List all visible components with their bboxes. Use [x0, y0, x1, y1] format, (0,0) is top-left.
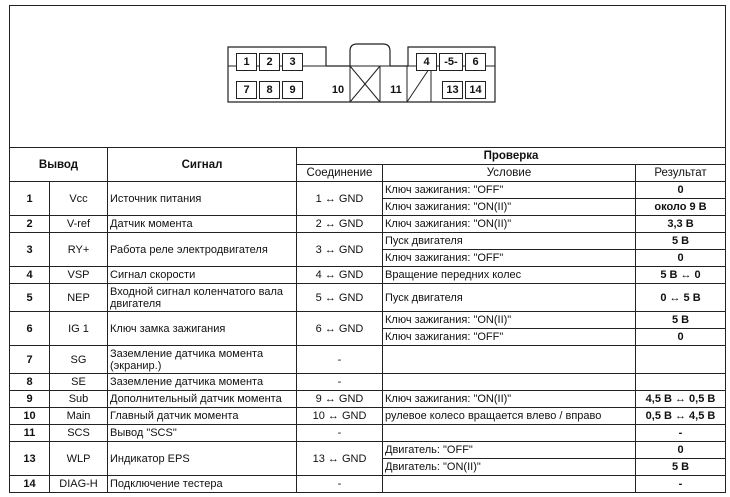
pin-cell: 13: [442, 81, 463, 99]
pin-name: Sub: [50, 391, 108, 408]
pin-name: SG: [50, 346, 108, 374]
pin-connection: 5 ↔ GND: [297, 284, 383, 312]
header-check: Проверка: [297, 148, 726, 165]
pin-connection: -: [297, 374, 383, 391]
table-row: [10, 425, 726, 442]
check-result: 0 ↔ 5 В: [636, 284, 726, 312]
pinout-table-body: [10, 182, 726, 493]
check-result: 0: [636, 442, 726, 459]
pin-connection: 13 ↔ GND: [297, 442, 383, 476]
check-condition: рулевое колесо вращается влево / вправо: [383, 408, 636, 425]
connector-diagram: [9, 5, 726, 148]
header-result: Результат: [636, 165, 726, 182]
check-result: -: [636, 476, 726, 493]
check-condition: Вращение передних колес: [383, 267, 636, 284]
pinout-table: [9, 147, 726, 493]
pin-name: SCS: [50, 425, 108, 442]
pin-name: RY+: [50, 233, 108, 267]
pin-cell: 4: [416, 53, 437, 71]
check-result: 0: [636, 250, 726, 267]
pin-signal: Индикатор EPS: [108, 442, 297, 476]
pin-signal: Работа реле электродвигателя: [108, 233, 297, 267]
pin-number: 11: [10, 425, 50, 442]
check-condition: Ключ зажигания: "ON(II)": [383, 199, 636, 216]
check-result: 0: [636, 182, 726, 199]
pin-number: 4: [10, 267, 50, 284]
pin-cell: 7: [236, 81, 257, 99]
table-row: [10, 267, 726, 284]
pin-name: Vcc: [50, 182, 108, 216]
check-result: около 9 В: [636, 199, 726, 216]
pin-number: 6: [10, 312, 50, 346]
check-condition: Пуск двигателя: [383, 233, 636, 250]
pin-label: 10: [331, 84, 345, 96]
pin-connection: -: [297, 476, 383, 493]
pin-connection: 1 ↔ GND: [297, 182, 383, 216]
header-condition: Условие: [383, 165, 636, 182]
check-condition: Двигатель: "OFF": [383, 442, 636, 459]
check-condition: Двигатель: "ON(II)": [383, 459, 636, 476]
pin-signal: Ключ замка зажигания: [108, 312, 297, 346]
pin-label: 11: [390, 84, 402, 96]
pin-signal: Сигнал скорости: [108, 267, 297, 284]
connector-outline: [10, 6, 725, 148]
pin-cell: 8: [259, 81, 280, 99]
pin-signal: Датчик момента: [108, 216, 297, 233]
pin-signal: Источник питания: [108, 182, 297, 216]
check-result: 0: [636, 329, 726, 346]
pin-signal: Входной сигнал коленчатого вала двигателя: [108, 284, 297, 312]
pin-signal: Заземление датчика момента: [108, 374, 297, 391]
pin-number: 7: [10, 346, 50, 374]
header-signal: Сигнал: [108, 148, 297, 182]
check-result: 4,5 В ↔ 0,5 В: [636, 391, 726, 408]
pin-number: 13: [10, 442, 50, 476]
check-condition: Ключ зажигания: "OFF": [383, 329, 636, 346]
header-connection: Соединение: [297, 165, 383, 182]
table-row: [10, 442, 726, 459]
check-result: [636, 346, 726, 374]
header-pin: Вывод: [10, 148, 108, 182]
pin-name: SE: [50, 374, 108, 391]
pin-number: 14: [10, 476, 50, 493]
pin-connection: 4 ↔ GND: [297, 267, 383, 284]
pin-connection: -: [297, 346, 383, 374]
check-condition: Ключ зажигания: "ON(II)": [383, 391, 636, 408]
pin-connection: 3 ↔ GND: [297, 233, 383, 267]
check-result: 5 В: [636, 459, 726, 476]
pin-signal: Заземление датчика момента (экранир.): [108, 346, 297, 374]
pin-connection: 9 ↔ GND: [297, 391, 383, 408]
table-row: [10, 182, 726, 199]
check-result: 5 В ↔ 0: [636, 267, 726, 284]
check-result: 3,3 В: [636, 216, 726, 233]
check-result: -: [636, 425, 726, 442]
pin-name: WLP: [50, 442, 108, 476]
check-condition: Ключ зажигания: "ON(II)": [383, 216, 636, 233]
check-condition: Ключ зажигания: "OFF": [383, 250, 636, 267]
pin-signal: Вывод "SCS": [108, 425, 297, 442]
pin-cell: 1: [236, 53, 257, 71]
pin-cell: -5-: [439, 53, 463, 71]
check-result: [636, 374, 726, 391]
table-row: [10, 391, 726, 408]
table-row: [10, 284, 726, 312]
check-result: 5 В: [636, 233, 726, 250]
check-condition: Ключ зажигания: "OFF": [383, 182, 636, 199]
pin-number: 1: [10, 182, 50, 216]
table-row: [10, 476, 726, 493]
check-condition: Пуск двигателя: [383, 284, 636, 312]
table-row: [10, 408, 726, 425]
pin-number: 10: [10, 408, 50, 425]
table-row: [10, 216, 726, 233]
pin-signal: Главный датчик момента: [108, 408, 297, 425]
check-result: 0,5 В ↔ 4,5 В: [636, 408, 726, 425]
pin-cell: 9: [282, 81, 303, 99]
pin-name: VSP: [50, 267, 108, 284]
table-row: [10, 233, 726, 250]
pin-number: 2: [10, 216, 50, 233]
check-condition: [383, 374, 636, 391]
pin-signal: Дополнительный датчик момента: [108, 391, 297, 408]
check-condition: [383, 425, 636, 442]
pin-connection: 10 ↔ GND: [297, 408, 383, 425]
table-row: [10, 346, 726, 374]
pin-connection: 6 ↔ GND: [297, 312, 383, 346]
pinout-document: [9, 5, 726, 490]
table-row: [10, 374, 726, 391]
pin-name: IG 1: [50, 312, 108, 346]
check-condition: Ключ зажигания: "ON(II)": [383, 312, 636, 329]
pin-cell: 3: [282, 53, 303, 71]
pin-name: NEP: [50, 284, 108, 312]
pin-name: V-ref: [50, 216, 108, 233]
table-row: [10, 312, 726, 329]
pin-name: DIAG-H: [50, 476, 108, 493]
pin-number: 5: [10, 284, 50, 312]
pin-cell: 2: [259, 53, 280, 71]
pin-number: 3: [10, 233, 50, 267]
check-condition: [383, 476, 636, 493]
pin-signal: Подключение тестера: [108, 476, 297, 493]
check-condition: [383, 346, 636, 374]
pin-number: 9: [10, 391, 50, 408]
pin-number: 8: [10, 374, 50, 391]
check-result: 5 В: [636, 312, 726, 329]
pin-cell: 14: [465, 81, 486, 99]
pin-connection: 2 ↔ GND: [297, 216, 383, 233]
pin-name: Main: [50, 408, 108, 425]
pin-connection: -: [297, 425, 383, 442]
pin-cell: 6: [465, 53, 486, 71]
